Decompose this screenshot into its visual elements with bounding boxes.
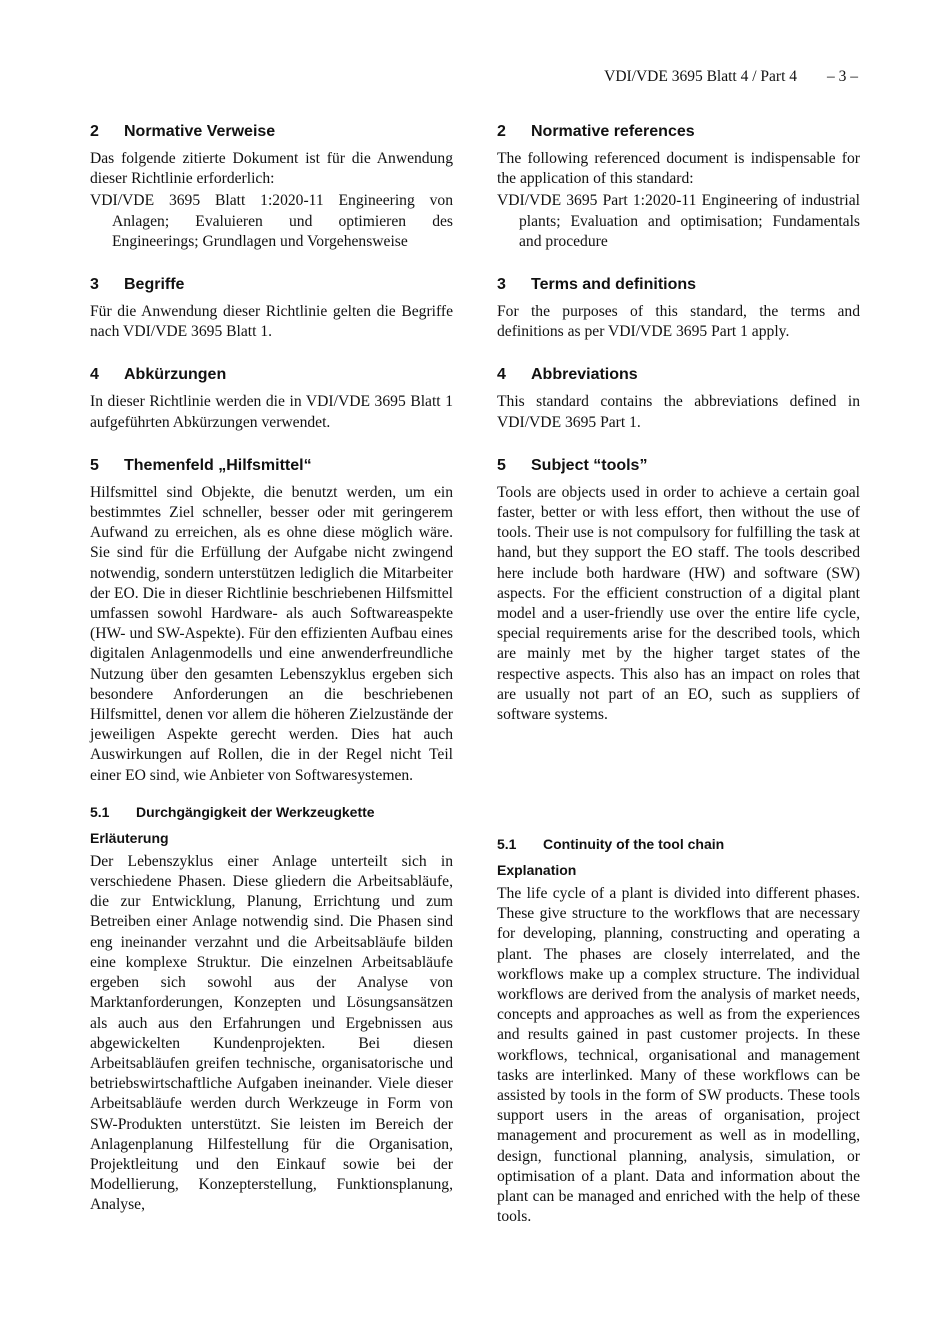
english-column bbox=[497, 121, 860, 727]
section-heading: 3 Begriffe bbox=[90, 276, 185, 294]
page-header bbox=[604, 68, 858, 86]
section-heading: 4 Abkürzungen bbox=[90, 366, 227, 384]
reference-entry: VDI/VDE 3695 Blatt 1:2020-11 Engineering von Anlagen; Evaluieren und optimieren des Engineerings; Grundlagen und Vorgehensweise bbox=[90, 192, 453, 250]
section-heading: 4 Abbreviations bbox=[497, 366, 638, 384]
german-column bbox=[90, 121, 453, 1218]
reference-entry: VDI/VDE 3695 Part 1:2020-11 Engineering of industrial plants; Evaluation and optimisation; Fundamentals and procedure bbox=[497, 192, 860, 250]
paragraph: Hilfsmittel sind Objekte, die benutzt werden, um ein bestimmtes Ziel schneller, besser oder mit geringerem Aufwand zu erreichen, als es ohne diese möglich wäre. Sie sind für die Erfüllung der Aufgabe nicht zwingend notwendig, sondern unterstützen lediglich die Mitarbeiter der EO. Die in dieser Richtlinie beschriebenen Hilfsmittel umfassen sowohl Hardware- als auch Softwareaspekte (HW- und SW-Aspekte). Für den effizienten Aufbau eines digitalen Anlagenmodells und eine anwenderfreundliche Nutzung über den gesamten Lebenszyklus ergeben sich besondere Anforderungen an die beschriebenen Hilfsmittel, denen vor allem die höheren Zielzustände der jeweiligen Aspekte gerecht werden. Dies hat auch Auswirkungen auf Rollen, die in der Regel nicht Teil einer EO sind, wie Anbieter von Softwaresystemen. bbox=[90, 483, 453, 784]
paragraph: In dieser Richtlinie werden die in VDI/VDE 3695 Blatt 1 aufgeführten Abkürzungen verwendet. bbox=[90, 393, 453, 431]
paragraph: Der Lebenszyklus einer Anlage unterteilt sich in verschiedene Phasen. Diese gliedern die Arbeitsabläufe, die zur Entwicklung, Planung, Errichtung und zum Betreiben einer Anlage notwendig sind. Die Phasen sind eng ineinander verzahnt und die Arbeitsabläufe bilden eine komplexe Struktur. Die einzelnen Arbeitsabläufe ergeben sich sowohl aus der Analyse von Marktanforderungen, Konzepten und Lösungsansätzen als auch aus den Erfahrungen und Ergebnissen aus abgewickelten Kundenprojekten. Bei diesen Arbeitsabläufen greifen technische, organisatorische und betriebswirtschaftliche Aufgaben ineinander. Viele dieser Arbeitsabläufe werden durch Werkzeuge in Form von SW-Produkten unterstützt. Sie leisten im Bereich der Anlagenplanung Hilfestellung für die Organisation, Projektleitung und den Einkauf sowie bei der Modellierung, Konzepterstellung, Funktionsplanung, Analyse, bbox=[90, 852, 453, 1214]
section-heading: 3 Terms and definitions bbox=[497, 276, 697, 294]
paragraph: The life cycle of a plant is divided into different phases. These give structure to the workflows that are necessary for developing, planning, constructing and operating a plant. The phases are closely interrelated, and the workflows make up a complex structure. The individual workflows are derived from the analysis of market needs, concepts and approaches as well as from the experiences and results gained in past customer projects. In these workflows, technical, organisational and management tasks are interlinked. Many of these workflows can be assisted by tools in the form of SW products. These tools support users in the areas of organisation, project management and procurement as well as in modelling, design, functional planning, analysis, simulation, or optimisation of a plant. Data and information about the plant can be managed and enriched with the help of these tools. bbox=[497, 885, 860, 1226]
page-number: – 3 – bbox=[827, 68, 858, 85]
section-heading: 5 Themenfeld „Hilfsmittel“ bbox=[90, 456, 312, 474]
english-column-continued bbox=[497, 834, 860, 1229]
section-heading: 5 Subject “tools” bbox=[497, 456, 648, 474]
subsection-heading: 5.1 Durchgängigkeit der Werkzeugkette bbox=[90, 803, 375, 820]
section-heading: 2 Normative references bbox=[497, 123, 695, 140]
paragraph-label: Explanation bbox=[497, 862, 577, 878]
paragraph: Für die Anwendung dieser Richtlinie gelten die Begriffe nach VDI/VDE 3695 Blatt 1. bbox=[90, 303, 453, 341]
paragraph: This standard contains the abbreviations defined in VDI/VDE 3695 Part 1. bbox=[497, 393, 860, 431]
paragraph: The following referenced document is indispensable for the application of this standard: bbox=[497, 150, 860, 188]
paragraph: Das folgende zitierte Dokument ist für die Anwendung dieser Richtlinie erforderlich: bbox=[90, 150, 453, 188]
paragraph-label: Erläuterung bbox=[90, 829, 169, 846]
subsection-heading: 5.1 Continuity of the tool chain bbox=[497, 836, 725, 852]
paragraph: Tools are objects used in order to achieve a certain goal faster, better or with less effort, then without the use of tools. Their use is not compulsory for fulfilling the task at hand, but they support the EO staff. The tools described here include both hardware (HW) and software (SW) aspects. For the efficient construction of a digital plant model and a user-friendly use over the entire life cycle, special requirements arise for the described tools, which are mainly met by the higher target states of the respective aspects. This also has an impact on roles that are usually not part of an EO, such as suppliers of software systems. bbox=[497, 483, 860, 724]
header-title: VDI/VDE 3695 Blatt 4 / Part 4 bbox=[604, 68, 797, 85]
paragraph: For the purposes of this standard, the terms and definitions as per VDI/VDE 3695 Part 1 apply. bbox=[497, 303, 860, 341]
section-heading: 2 Normative Verweise bbox=[90, 123, 276, 140]
